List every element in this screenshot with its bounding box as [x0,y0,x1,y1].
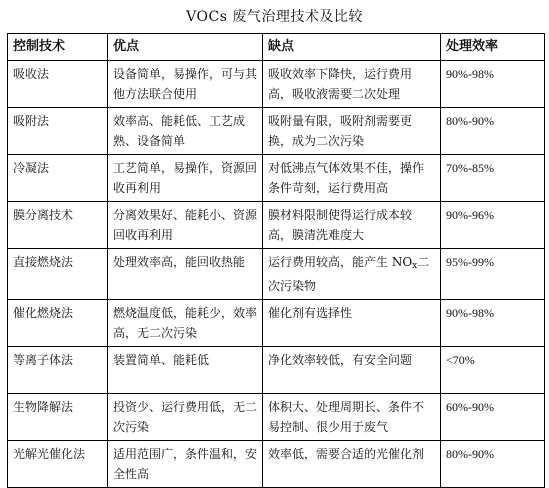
table-row [8,347,545,394]
cell-tech: 吸收法 [8,61,108,108]
cell-pros: 投资少、运行费用低，无二次污染 [108,394,263,441]
cell-pros: 设备简单，易操作，可与其他方法联合使用 [108,61,263,108]
cell-cons [263,249,441,300]
header-tech: 控制技术 [8,34,108,61]
cell-efficiency: 95%-99% [441,249,545,300]
cell-tech: 催化燃烧法 [8,300,108,347]
cell-efficiency: 70%-85% [441,155,545,202]
cell-cons: 催化剂有选择性 [263,300,441,347]
header-efficiency: 处理效率 [441,34,545,61]
table-row [8,108,545,155]
table-row [8,202,545,249]
cell-efficiency: <70% [441,347,545,394]
cell-cons-tail: 二次污染物 [268,255,430,293]
cell-cons: 效率低，需要合适的光催化剂 [263,441,441,488]
cell-cons: 吸收效率下降快，运行费用高，吸收液需要二次处理 [263,61,441,108]
cell-cons-text: 运行费用较高，能产生 NO [268,255,413,269]
header-cons: 缺点 [263,34,441,61]
table-row [8,441,545,488]
subscript-x: x [412,261,418,271]
table-row [8,61,545,108]
cell-tech: 等离子体法 [8,347,108,394]
table-header-row [8,34,545,61]
cell-cons: 体积大、处理周期长、条件不易控制、很少用于废气 [263,394,441,441]
cell-efficiency: 80%-90% [441,108,545,155]
header-pros: 优点 [108,34,263,61]
cell-pros: 燃烧温度低，能耗少，效率高，无二次污染 [108,300,263,347]
cell-tech: 冷凝法 [8,155,108,202]
cell-tech: 生物降解法 [8,394,108,441]
cell-pros: 适用范围广，条件温和，安全性高 [108,441,263,488]
cell-tech: 吸附法 [8,108,108,155]
cell-cons: 对低沸点气体效果不佳，操作条件苛刻，运行费用高 [263,155,441,202]
cell-tech: 光解光催化法 [8,441,108,488]
cell-efficiency: 80%-90% [441,441,545,488]
cell-efficiency: 60%-90% [441,394,545,441]
table-row [8,394,545,441]
cell-tech: 直接燃烧法 [8,249,108,300]
cell-pros: 工艺简单，易操作，资源回收再利用 [108,155,263,202]
cell-efficiency: 90%-96% [441,202,545,249]
cell-pros: 装置简单、能耗低 [108,347,263,394]
cell-cons: 吸附量有限，吸附剂需要更换，成为二次污染 [263,108,441,155]
cell-cons: 净化效率较低，有安全问题 [263,347,441,394]
table-row [8,249,545,300]
table-row [8,300,545,347]
cell-efficiency: 90%-98% [441,61,545,108]
cell-pros: 效率高、能耗低、工艺成熟、设备简单 [108,108,263,155]
cell-cons: 膜材料限制使得运行成本较高，膜清洗难度大 [263,202,441,249]
table-title: VOCs 废气治理技术及比较 [186,9,363,25]
cell-tech: 膜分离技术 [8,202,108,249]
cell-pros: 处理效率高，能回收热能 [108,249,263,300]
cell-pros: 分离效果好、能耗小、资源回收再利用 [108,202,263,249]
table-row [8,155,545,202]
cell-efficiency: 90%-98% [441,300,545,347]
comparison-table [7,33,545,488]
